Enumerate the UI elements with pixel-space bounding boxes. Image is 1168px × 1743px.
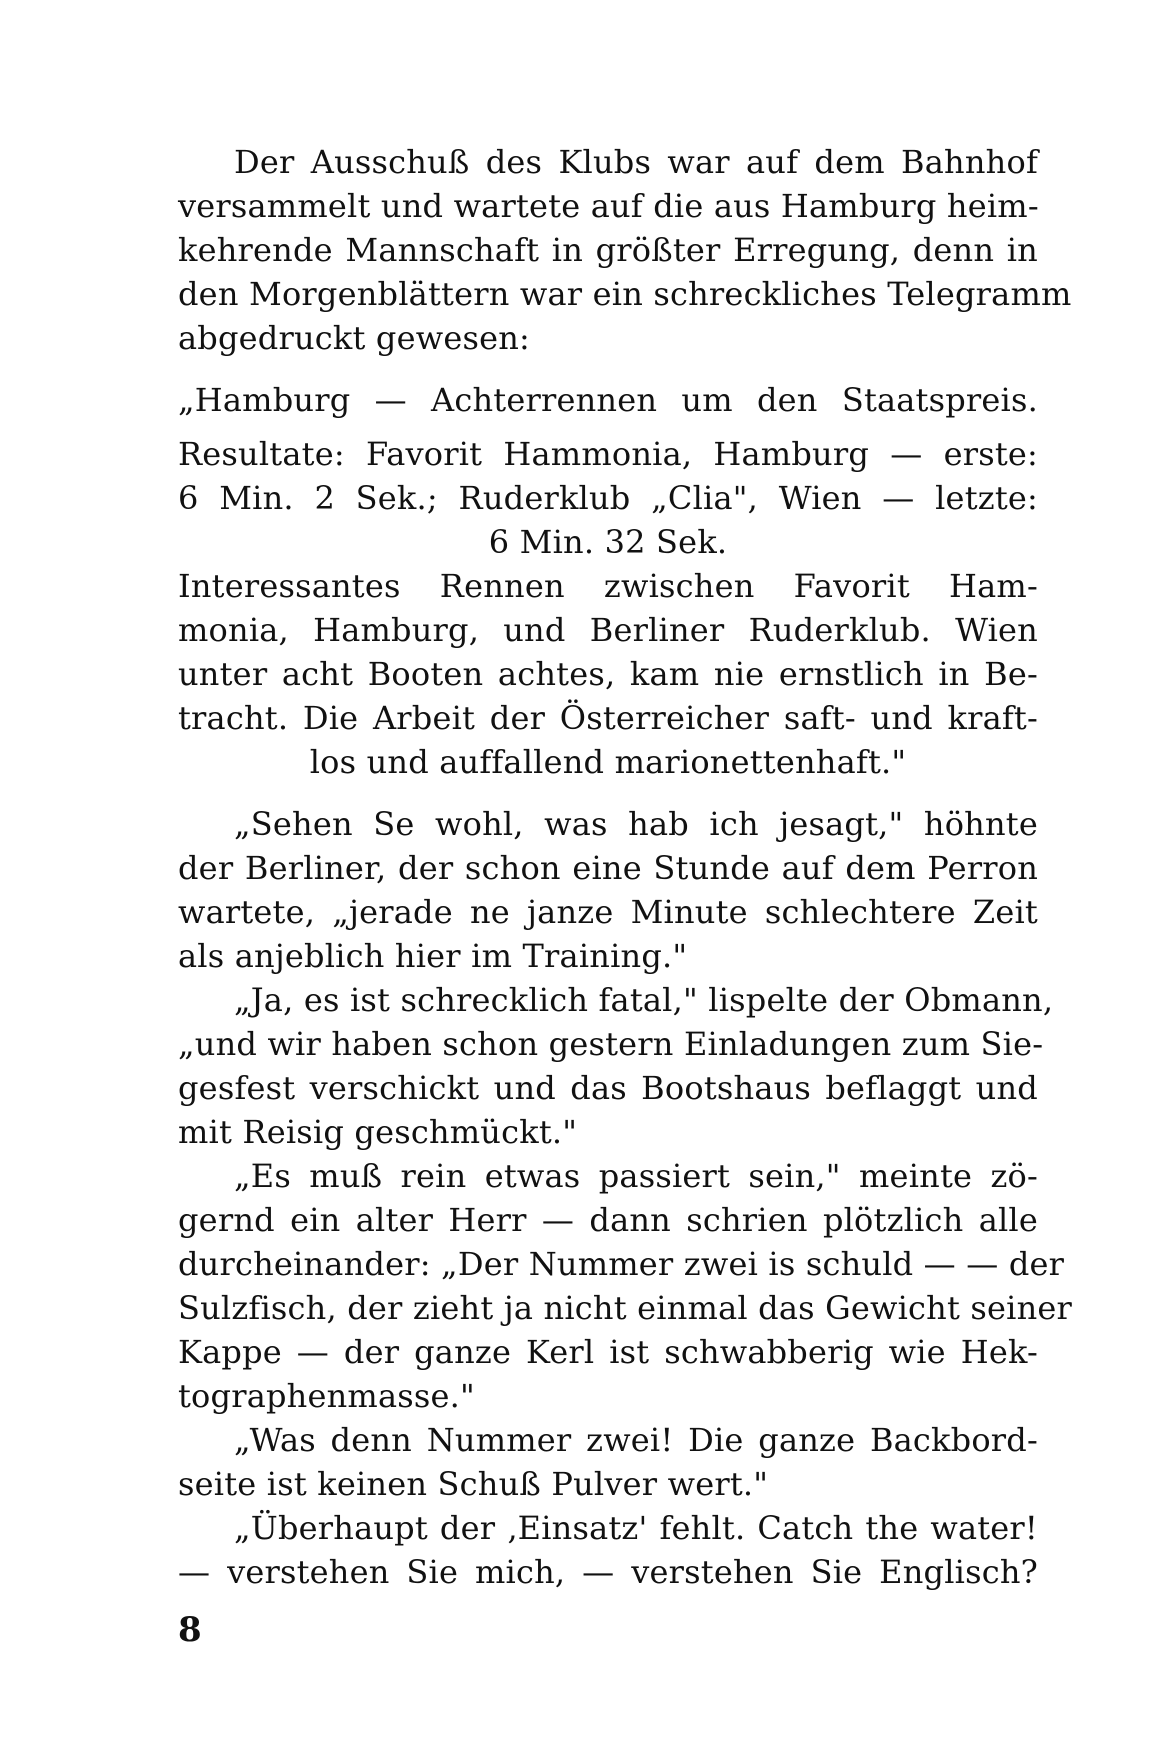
telegram-body-line: Interessantes Rennen zwischen Favorit Ham- (178, 567, 1038, 605)
text-line: als anjeblich hier im Training." (178, 937, 688, 975)
paragraph-5 (178, 1418, 1038, 1506)
text-line: „Überhaupt der ‚Einsatz' fehlt. Catch the water! (234, 1509, 1038, 1547)
text-line: „Was denn Nummer zwei! Die ganze Backbord- (234, 1421, 1038, 1459)
text-line: „Ja, es ist schrecklich fatal," lispelte der Obmann, (234, 981, 1054, 1019)
text-line: „Es muß rein etwas passiert sein," meinte zö- (234, 1157, 1038, 1195)
telegram-results-line: Resultate: Favorit Hammonia, Hamburg — erste: (178, 435, 1038, 473)
page-number: 8 (178, 1610, 202, 1650)
text-line: abgedruckt gewesen: (178, 319, 531, 357)
text-line: mit Reisig geschmückt." (178, 1113, 578, 1151)
telegram-quote (178, 378, 1038, 784)
text-line: gesfest verschickt und das Bootshaus beflaggt und (178, 1069, 1038, 1107)
text-line: — verstehen Sie mich, — verstehen Sie Englisch? (178, 1553, 1038, 1591)
text-line: seite ist keinen Schuß Pulver wert." (178, 1465, 769, 1503)
text-line: gernd ein alter Herr — dann schrien plötzlich alle (178, 1201, 1038, 1239)
paragraph-2 (178, 802, 1038, 978)
telegram-header: „Hamburg — Achterrennen um den Staatspreis. (178, 381, 1038, 419)
text-line: Kappe — der ganze Kerl ist schwabberig wie Hek- (178, 1333, 1038, 1371)
text-line: „und wir haben schon gestern Einladungen zum Sie- (178, 1025, 1044, 1063)
paragraph-3 (178, 978, 1054, 1154)
text-line: wartete, „jerade ne janze Minute schlechtere Zeit (178, 893, 1038, 931)
telegram-body-line: monia, Hamburg, und Berliner Ruderklub. Wien (178, 611, 1038, 649)
paragraph-6 (178, 1506, 1038, 1594)
text-line: versammelt und wartete auf die aus Hamburg heim- (178, 187, 1039, 225)
paragraph-4 (178, 1154, 1073, 1418)
telegram-body-end: los und auffallend marionettenhaft." (309, 743, 907, 781)
telegram-results-line: 6 Min. 2 Sek.; Ruderklub „Clia", Wien — letzte: (178, 479, 1038, 517)
text-block (178, 140, 1073, 1594)
telegram-body-line: unter acht Booten achtes, kam nie ernstlich in Be- (178, 655, 1038, 693)
text-line: „Sehen Se wohl, was hab ich jesagt," höhnte (234, 805, 1038, 843)
text-line: tographenmasse." (178, 1377, 475, 1415)
paragraph-1 (178, 140, 1072, 360)
telegram-body-line: tracht. Die Arbeit der Österreicher saft- und kraft- (178, 699, 1038, 737)
text-line: Sulzfisch, der zieht ja nicht einmal das Gewicht seiner (178, 1289, 1073, 1327)
telegram-results-end: 6 Min. 32 Sek. (488, 523, 728, 561)
text-line: der Berliner, der schon eine Stunde auf dem Perron (178, 849, 1038, 887)
text-line: durcheinander: „Der Nummer zwei is schuld — — der (178, 1245, 1065, 1283)
text-line: kehrende Mannschaft in größter Erregung, denn in (178, 231, 1038, 269)
text-line: den Morgenblättern war ein schreckliches Telegramm (178, 275, 1072, 313)
text-line: Der Ausschuß des Klubs war auf dem Bahnhof (234, 143, 1038, 181)
